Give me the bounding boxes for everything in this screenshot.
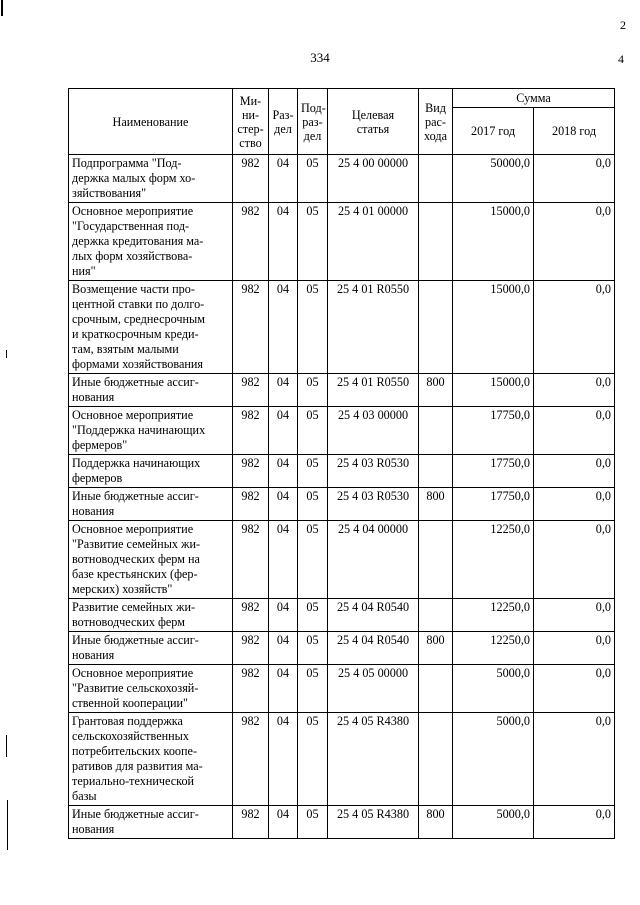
row-subsection: 05: [298, 488, 328, 521]
table-row: [69, 155, 615, 203]
header-name: Наименование: [69, 89, 233, 155]
row-target-item: 25 4 04 R0540: [328, 632, 419, 665]
scan-edge-mark: [6, 735, 7, 757]
header-year-2017: 2017 год: [453, 108, 534, 155]
row-section: 04: [269, 203, 298, 281]
row-sum-2018: 0,0: [534, 281, 615, 374]
page-number: 334: [310, 50, 330, 65]
row-expense-type: [419, 155, 453, 203]
row-ministry: 982: [233, 599, 269, 632]
row-expense-type: [419, 407, 453, 455]
row-sum-2018: 0,0: [534, 665, 615, 713]
header-subsection: Под- раз- дел: [298, 89, 328, 155]
row-sum-2017: 15000,0: [453, 281, 534, 374]
row-target-item: 25 4 05 00000: [328, 665, 419, 713]
row-name: Грантовая поддержка сельскохозяйственных потребительских коопе- ративов для развития ма- териально-технической базы: [69, 713, 233, 806]
row-name: Развитие семейных жи- вотноводческих ферм: [69, 599, 233, 632]
row-target-item: 25 4 03 R0530: [328, 488, 419, 521]
row-sum-2018: 0,0: [534, 203, 615, 281]
budget-table: [68, 88, 615, 839]
scan-edge-mark: [6, 350, 7, 358]
row-section: 04: [269, 155, 298, 203]
row-sum-2018: 0,0: [534, 374, 615, 407]
row-section: 04: [269, 665, 298, 713]
row-subsection: 05: [298, 632, 328, 665]
row-expense-type: 800: [419, 632, 453, 665]
row-name: Иные бюджетные ассиг- нования: [69, 632, 233, 665]
row-subsection: 05: [298, 713, 328, 806]
row-name: Иные бюджетные ассиг- нования: [69, 374, 233, 407]
row-ministry: 982: [233, 806, 269, 839]
header-target-item: Целевая статья: [328, 89, 419, 155]
row-subsection: 05: [298, 281, 328, 374]
header-year-2018: 2018 год: [534, 108, 615, 155]
row-expense-type: 800: [419, 374, 453, 407]
row-sum-2017: 5000,0: [453, 713, 534, 806]
row-ministry: 982: [233, 488, 269, 521]
row-target-item: 25 4 04 00000: [328, 521, 419, 599]
table-row: [69, 632, 615, 665]
row-ministry: 982: [233, 665, 269, 713]
header-ministry: Ми- ни- стер- ство: [233, 89, 269, 155]
row-sum-2018: 0,0: [534, 155, 615, 203]
row-sum-2017: 12250,0: [453, 521, 534, 599]
row-expense-type: [419, 599, 453, 632]
row-sum-2018: 0,0: [534, 488, 615, 521]
row-sum-2017: 5000,0: [453, 665, 534, 713]
row-section: 04: [269, 632, 298, 665]
scan-edge-mark: [1, 0, 3, 16]
row-sum-2017: 17750,0: [453, 488, 534, 521]
row-subsection: 05: [298, 806, 328, 839]
table-row: [69, 407, 615, 455]
table-row: [69, 455, 615, 488]
row-name: Основное мероприятие "Государственная под- держка кредитования ма- лых форм хозяйствова- ния": [69, 203, 233, 281]
row-name: Иные бюджетные ассиг- нования: [69, 488, 233, 521]
row-ministry: 982: [233, 155, 269, 203]
row-sum-2017: 15000,0: [453, 203, 534, 281]
row-expense-type: [419, 203, 453, 281]
row-subsection: 05: [298, 599, 328, 632]
row-ministry: 982: [233, 407, 269, 455]
row-ministry: 982: [233, 713, 269, 806]
row-subsection: 05: [298, 455, 328, 488]
row-name: Подпрограмма "Под- держка малых форм хо- зяйствования": [69, 155, 233, 203]
row-sum-2018: 0,0: [534, 455, 615, 488]
row-expense-type: [419, 521, 453, 599]
row-section: 04: [269, 374, 298, 407]
row-section: 04: [269, 521, 298, 599]
row-section: 04: [269, 713, 298, 806]
table-header-row: [69, 89, 615, 108]
row-ministry: 982: [233, 374, 269, 407]
row-target-item: 25 4 00 00000: [328, 155, 419, 203]
row-expense-type: 800: [419, 806, 453, 839]
row-sum-2018: 0,0: [534, 599, 615, 632]
header-expense-type: Вид рас- хода: [419, 89, 453, 155]
row-name: Иные бюджетные ассиг- нования: [69, 806, 233, 839]
table-row: [69, 488, 615, 521]
table-row: [69, 521, 615, 599]
row-target-item: 25 4 01 R0550: [328, 374, 419, 407]
row-target-item: 25 4 05 R4380: [328, 713, 419, 806]
row-target-item: 25 4 01 00000: [328, 203, 419, 281]
row-expense-type: 800: [419, 488, 453, 521]
row-section: 04: [269, 599, 298, 632]
row-subsection: 05: [298, 155, 328, 203]
row-expense-type: [419, 713, 453, 806]
row-sum-2017: 17750,0: [453, 455, 534, 488]
row-sum-2018: 0,0: [534, 632, 615, 665]
row-sum-2018: 0,0: [534, 713, 615, 806]
row-expense-type: [419, 455, 453, 488]
row-subsection: 05: [298, 521, 328, 599]
row-sum-2017: 50000,0: [453, 155, 534, 203]
row-sum-2018: 0,0: [534, 806, 615, 839]
row-sum-2017: 15000,0: [453, 374, 534, 407]
table-row: [69, 665, 615, 713]
row-ministry: 982: [233, 281, 269, 374]
row-section: 04: [269, 407, 298, 455]
row-ministry: 982: [233, 521, 269, 599]
row-sum-2018: 0,0: [534, 407, 615, 455]
header-section: Раз- дел: [269, 89, 298, 155]
table-row: [69, 713, 615, 806]
row-section: 04: [269, 455, 298, 488]
row-target-item: 25 4 04 R0540: [328, 599, 419, 632]
table-row: [69, 281, 615, 374]
row-target-item: 25 4 03 R0530: [328, 455, 419, 488]
scan-edge-mark: [7, 800, 8, 850]
row-expense-type: [419, 281, 453, 374]
row-section: 04: [269, 488, 298, 521]
corner-mark: 2: [620, 18, 626, 32]
row-subsection: 05: [298, 665, 328, 713]
row-name: Основное мероприятие "Поддержка начинающих фермеров": [69, 407, 233, 455]
row-target-item: 25 4 01 R0550: [328, 281, 419, 374]
row-name: Основное мероприятие "Развитие семейных жи- вотноводческих ферм на базе крестьянских (фер- мерских) хозяйств": [69, 521, 233, 599]
row-section: 04: [269, 281, 298, 374]
row-subsection: 05: [298, 407, 328, 455]
row-expense-type: [419, 665, 453, 713]
row-ministry: 982: [233, 632, 269, 665]
row-ministry: 982: [233, 203, 269, 281]
row-sum-2017: 17750,0: [453, 407, 534, 455]
row-subsection: 05: [298, 374, 328, 407]
row-target-item: 25 4 05 R4380: [328, 806, 419, 839]
header-sum: Сумма: [453, 89, 615, 108]
row-target-item: 25 4 03 00000: [328, 407, 419, 455]
row-sum-2018: 0,0: [534, 521, 615, 599]
table-row: [69, 374, 615, 407]
row-sum-2017: 12250,0: [453, 599, 534, 632]
table-row: [69, 806, 615, 839]
row-name: Возмещение части про- центной ставки по долго- срочным, среднесрочным и краткосрочным креди- там, взятым малыми формами хозяйствования: [69, 281, 233, 374]
row-section: 04: [269, 806, 298, 839]
row-subsection: 05: [298, 203, 328, 281]
row-name: Основное мероприятие "Развитие сельскохозяй- ственной кооперации": [69, 665, 233, 713]
table-row: [69, 203, 615, 281]
corner-mark: 4: [618, 52, 624, 66]
row-ministry: 982: [233, 455, 269, 488]
table-row: [69, 599, 615, 632]
row-sum-2017: 5000,0: [453, 806, 534, 839]
row-name: Поддержка начинающих фермеров: [69, 455, 233, 488]
row-sum-2017: 12250,0: [453, 632, 534, 665]
